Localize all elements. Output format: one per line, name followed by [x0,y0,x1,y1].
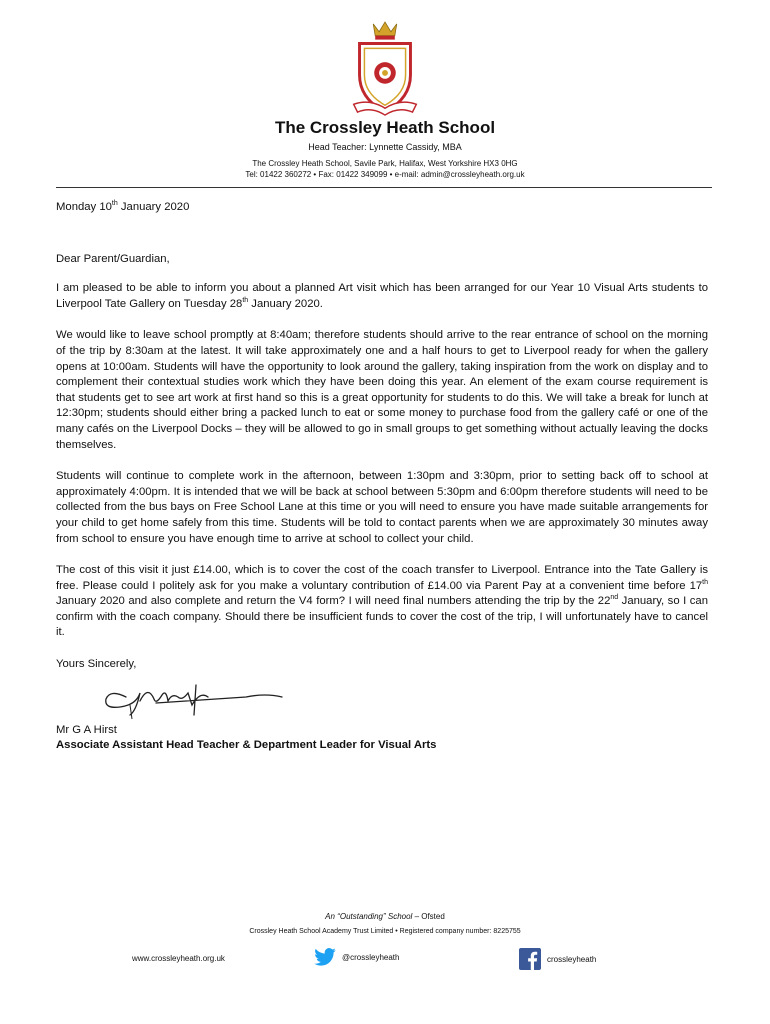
signer-title: Associate Assistant Head Teacher & Department Leader for Visual Arts [56,739,437,752]
paragraph-itinerary: We would like to leave school promptly at 8:40am; therefore students should arrive to the rear entrance of school on the morning of the trip by 8:30am at the latest. It will take approximately one and a half hours to get to Liverpool ready for when the gallery opens at 10:00am. Students will have the opportunity to look around the gallery, taking inspiration from the work on display and to complement their contextual studies work which they have been doing this year. An element of the exam course requirement is that students get to see art work at first hand so this is a great opportunity for students to do this. We will take a break for lunch at 12:30pm; students should either bring a packed lunch to eat or some money to purchase food from the gallery café or one of the many cafés on the Liverpool Docks – they will be allowed to go in small groups to get something without actually leaving the docks themselves. [56,329,708,451]
twitter-icon [314,948,336,966]
head-teacher-line: Head Teacher: Lynnette Cassidy, MBA [308,142,462,152]
closing: Yours Sincerely, [56,658,137,671]
signer-name: Mr G A Hirst [56,723,117,736]
facebook-icon [519,948,541,970]
handwritten-signature [96,675,286,723]
letter-date: Monday 10th January 2020 [56,200,190,213]
twitter-link[interactable]: @crossleyheath [314,948,399,966]
facebook-link[interactable]: crossleyheath [519,948,596,970]
header-divider [56,187,712,188]
website-link[interactable]: www.crossleyheath.org.uk [132,954,225,963]
school-contact: Tel: 01422 360272 • Fax: 01422 349099 • e-mail: admin@crossleyheath.org.uk [245,170,525,179]
school-address: The Crossley Heath School, Savile Park, Halifax, West Yorkshire HX3 0HG [252,159,518,168]
school-crest-logo [336,20,434,118]
paragraph-afternoon: Students will continue to complete work in the afternoon, between 1:30pm and 3:30pm, prior to setting back off to school at approximately 4:00pm. It is intended that we will be back at school between 5:30pm and 6:00pm therefore students will need to be collected from the bus bays on Free School Lane at this time or you will need to ensure you have made suitable arrangements for your child to get home safely from this time. Students will be told to contact parents when we are approximately 30 minutes away from school to ensure you have enough time to arrive at school to collect your child. [56,470,708,545]
school-name: The Crossley Heath School [274,118,496,137]
paragraph-intro: I am pleased to be able to inform you about a planned Art visit which has been arranged for our Year 10 Visual Arts students to Liverpool Tate Gallery on Tuesday 28th January 2020. [56,282,708,310]
paragraph-cost: The cost of this visit it just £14.00, which is to cover the cost of the coach transfer to Liverpool. Entrance into the Tate Gallery is free. Please could I politely ask for you make a voluntary contribution of £14.00 via Parent Pay at a convenient time before 17th January 2020 and also complete and return the V4 form? I will need final numbers attending the trip by the 22nd January, so I can confirm with the coach company. Should there be insufficient funds to cover the cost of the trip, I will unfortunately have to cancel it. [56,564,708,639]
trust-registration: Crossley Heath School Academy Trust Limited • Registered company number: 8225755 [249,928,521,935]
letter-body [56,200,708,754]
ofsted-tagline: An “Outstanding” School – Ofsted [325,912,445,921]
salutation: Dear Parent/Guardian, [56,252,170,265]
